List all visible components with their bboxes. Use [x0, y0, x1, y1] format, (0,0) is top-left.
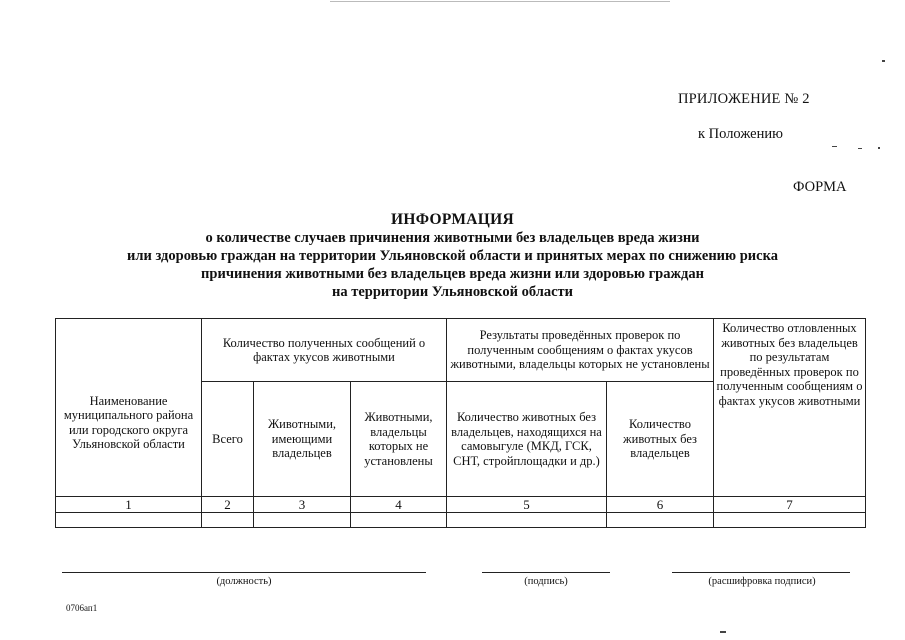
scan-speck [878, 147, 880, 149]
decoding-caption: (расшифровка подписи) [708, 576, 816, 587]
title-line-3: причинения животными без владельцев вреда жизни или здоровью граждан [201, 266, 704, 282]
scan-speck [720, 631, 726, 633]
header-with-owners: Животными, имеющими владельцев [254, 382, 351, 497]
position-signature-line [62, 572, 426, 573]
header-group-messages: Количество полученных сообщений о фактах укусов животными [202, 319, 447, 382]
column-number: 2 [202, 497, 254, 513]
scan-speck [832, 146, 837, 147]
title-line-1: о количестве случаев причинения животными без владельцев вреда жизни [205, 230, 700, 246]
column-number: 1 [56, 497, 202, 513]
scan-speck [858, 148, 862, 149]
form-label: ФОРМА [793, 179, 847, 195]
column-number: 3 [254, 497, 351, 513]
scan-speck [330, 1, 670, 2]
report-table [55, 318, 866, 528]
column-number: 7 [714, 497, 866, 513]
position-caption: (должность) [216, 576, 272, 587]
column-number: 5 [447, 497, 607, 513]
data-cell[interactable] [351, 513, 447, 528]
header-caught-animals: Количество отловленных животных без владельцев по результатам проведённых проверок по полученным сообщениям о фактах укусов животными [714, 319, 866, 497]
appendix-label: ПРИЛОЖЕНИЕ № 2 [678, 91, 810, 107]
title-line-2: или здоровью граждан на территории Ульяновской области и принятых мерах по снижению риска [127, 248, 778, 264]
column-numbers-row [56, 497, 866, 513]
data-cell[interactable] [447, 513, 607, 528]
header-ownerless-count: Количество животных без владельцев [607, 382, 714, 497]
data-cell[interactable] [202, 513, 254, 528]
document-code: 0706ап1 [66, 603, 98, 613]
decoding-signature-line [672, 572, 850, 573]
table-row [56, 513, 866, 528]
data-cell[interactable] [254, 513, 351, 528]
regulation-reference: к Положению [698, 126, 783, 142]
column-number: 6 [607, 497, 714, 513]
data-cell[interactable] [607, 513, 714, 528]
header-group-checks: Результаты проведённых проверок по полученным сообщениям о фактах укусов животными, владельцы которых не установлены [447, 319, 714, 382]
data-cell[interactable] [56, 513, 202, 528]
data-cell[interactable] [714, 513, 866, 528]
scan-speck [882, 60, 885, 62]
header-total: Всего [202, 382, 254, 497]
header-municipality: Наименование муниципального района или городского округа Ульяновской области [56, 319, 202, 497]
column-number: 4 [351, 497, 447, 513]
header-free-roaming: Количество животных без владельцев, находящихся на самовыгуле (МКД, ГСК, СНТ, стройплощадки и др.) [447, 382, 607, 497]
document-title: ИНФОРМАЦИЯ [391, 211, 514, 228]
signature-caption: (подпись) [524, 576, 568, 587]
signature-line [482, 572, 610, 573]
header-owners-unknown: Животными, владельцы которых не установлены [351, 382, 447, 497]
title-line-4: на территории Ульяновской области [331, 284, 574, 300]
